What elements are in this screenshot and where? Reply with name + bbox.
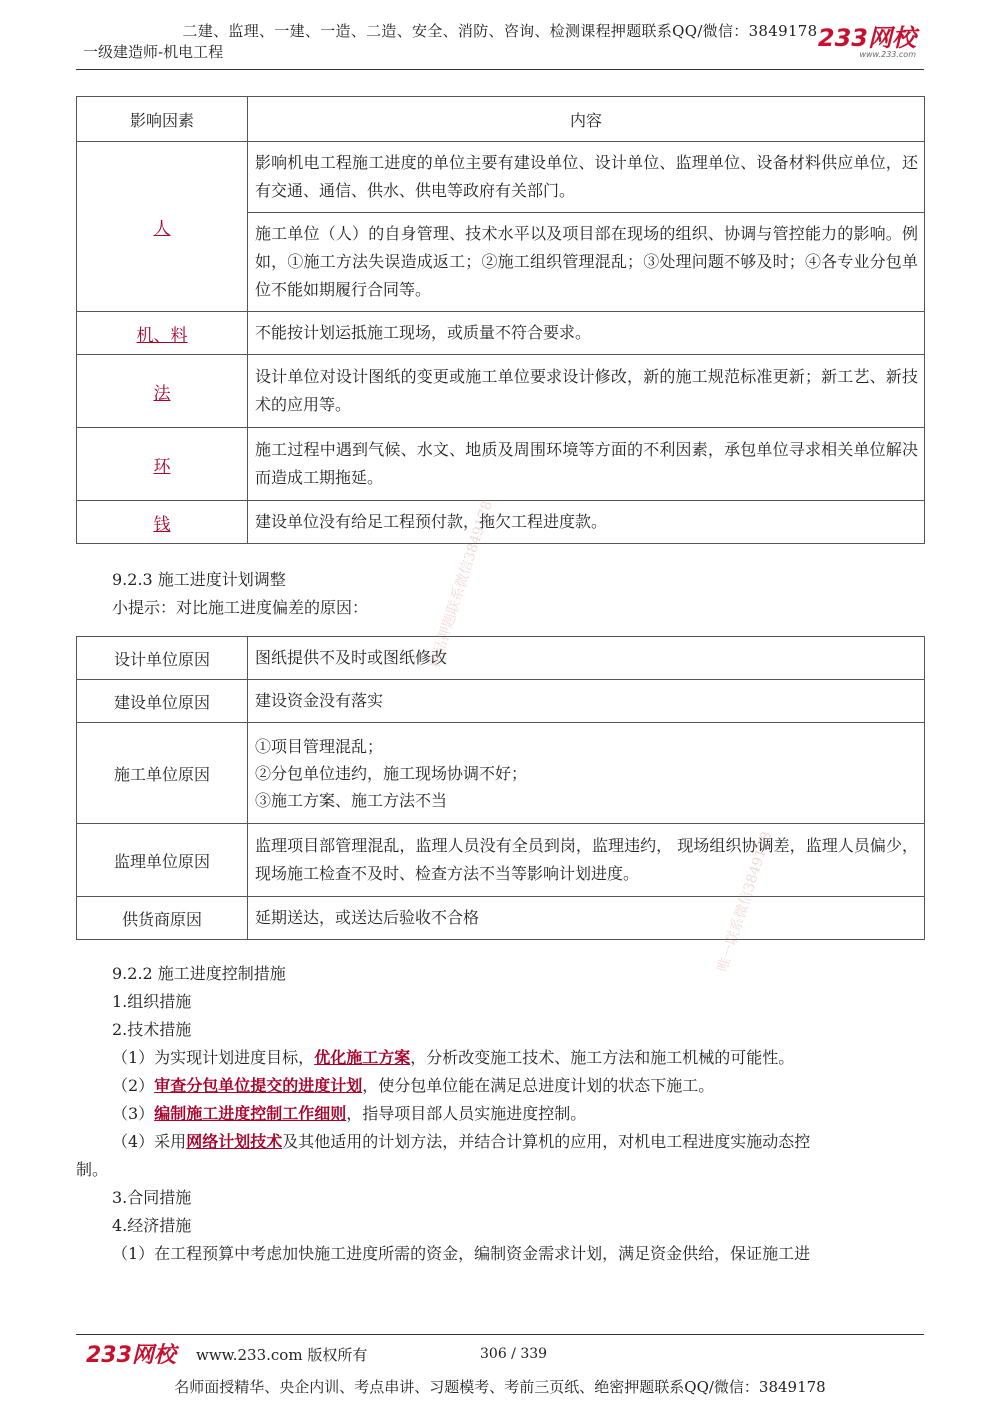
header-divider	[76, 69, 924, 70]
table-row	[77, 142, 925, 213]
footer-banner: 名师面授精华、央企内训、考点串讲、习题模考、考前三页纸、绝密押题联系QQ/微信：3849178	[174, 1378, 826, 1396]
content-cell: 影响机电工程施工进度的单位主要有建设单位、设计单位、监理单位、设备材料供应单位，还有交通、通信、供水、供电等政府有关部门。	[248, 142, 925, 213]
cause-content: 监理项目部管理混乱，监理人员没有全员到岗，监理违约， 现场组织协调差，监理人员偏少，现场施工检查不及时、检查方法不当等影响计划进度。	[248, 824, 925, 897]
technical-item-3	[76, 1100, 925, 1128]
column-header-content: 内容	[248, 97, 925, 142]
watermark: 唯一联系微信3849178	[714, 829, 776, 974]
text-span: （3）	[112, 1104, 155, 1123]
factor-label: 人	[153, 219, 171, 239]
factor-cell	[77, 428, 248, 501]
text-span: 及其他适用的计划方法，并结合计算机的应用，对机电工程进度实施动态控	[282, 1132, 811, 1151]
text-span: ，分析改变施工技术、施工方法和施工机械的可能性。	[410, 1048, 795, 1067]
keyword: 编制施工进度控制工作细则	[154, 1104, 347, 1123]
cause-content	[248, 723, 925, 824]
cause-label: 施工单位原因	[77, 723, 248, 824]
influence-factors-table	[76, 96, 925, 544]
text-span: （1）为实现计划进度目标，	[112, 1048, 315, 1067]
measure-technical: 2.技术措施	[112, 1020, 192, 1039]
section-title: 9.2.3 施工进度计划调整	[112, 570, 286, 589]
cause-label: 监理单位原因	[77, 824, 248, 897]
content-cell: 不能按计划运抵施工现场，或质量不符合要求。	[248, 312, 925, 355]
cause-line: ①项目管理混乱；	[255, 736, 384, 756]
content-cell: 施工单位（人）的自身管理、技术水平以及项目部在现场的组织、协调与管控能力的影响。例如，①施工方法失误造成返工；②施工组织管理混乱；③处理问题不够及时；④各专业分包单位不能如期履行合同等。	[248, 213, 925, 312]
table-row	[77, 428, 925, 501]
footer-divider	[76, 1334, 924, 1335]
section-title: 9.2.2 施工进度控制措施	[112, 964, 286, 983]
section-9-2-2	[76, 960, 925, 1268]
economic-item-1: （1）在工程预算中考虑加快施工进度所需的资金，编制资金需求计划，满足资金供给，保证施工进	[112, 1244, 811, 1263]
factor-label: 环	[153, 456, 171, 477]
factor-label: 机、料	[136, 325, 188, 346]
measure-economic: 4.经济措施	[112, 1216, 192, 1235]
factor-cell	[77, 312, 248, 355]
measure-contract: 3.合同措施	[112, 1188, 192, 1207]
cause-label: 设计单位原因	[77, 637, 248, 680]
deviation-causes-table	[76, 636, 925, 940]
text-span: ，指导项目部人员实施进度控制。	[346, 1104, 587, 1123]
factor-label: 钱	[153, 514, 171, 535]
header-banner: 二建、监理、一建、一造、二造、安全、消防、咨询、检测课程押题联系QQ/微信：3849178	[182, 22, 818, 40]
cause-label: 供货商原因	[77, 897, 248, 940]
footer-copyright: www.233.com 版权所有	[196, 1346, 368, 1364]
text-span: （2）	[112, 1076, 155, 1095]
header-logo	[818, 26, 916, 59]
table-row	[77, 824, 925, 897]
table-row	[77, 312, 925, 355]
table-row	[77, 680, 925, 723]
cause-content: 图纸提供不及时或图纸修改	[248, 637, 925, 680]
footer-logo: 233网校	[86, 1343, 176, 1368]
content-cell: 施工过程中遇到气候、水文、地质及周围环境等方面的不利因素，承包单位寻求相关单位解决而造成工期拖延。	[248, 428, 925, 501]
document-subtitle: 一级建造师-机电工程	[83, 43, 224, 61]
text-span: （4）采用	[112, 1132, 187, 1151]
watermark: 精品押题联系微信3849178	[426, 499, 496, 670]
table-row	[77, 355, 925, 428]
keyword: 审查分包单位提交的进度计划	[154, 1076, 363, 1095]
table-header-row	[77, 97, 925, 142]
content-cell: 设计单位对设计图纸的变更或施工单位要求设计修改，新的施工规范标准更新；新工艺、新技术的应用等。	[248, 355, 925, 428]
table-row	[77, 637, 925, 680]
text-span: ，使分包单位能在满足总进度计划的状态下施工。	[362, 1076, 715, 1095]
page-number: 306 / 339	[480, 1346, 548, 1362]
table-row	[77, 897, 925, 940]
technical-item-4-continued: 制。	[76, 1160, 109, 1179]
section-9-2-3	[76, 566, 925, 622]
keyword: 网络计划技术	[186, 1132, 283, 1151]
cause-label: 建设单位原因	[77, 680, 248, 723]
cause-line: ②分包单位违约，施工现场协调不好；	[255, 763, 528, 783]
factor-cell	[77, 355, 248, 428]
logo-url: www.233.com	[859, 50, 916, 59]
factor-cell	[77, 501, 248, 544]
content-cell: 建设单位没有给足工程预付款，拖欠工程进度款。	[248, 501, 925, 544]
logo-text: 233网校	[817, 24, 916, 52]
column-header-factor: 影响因素	[77, 97, 248, 142]
cause-content: 延期送达，或送达后验收不合格	[248, 897, 925, 940]
technical-item-2	[76, 1072, 925, 1100]
factor-cell	[77, 142, 248, 312]
table-row	[77, 501, 925, 544]
technical-item-4	[76, 1128, 925, 1156]
table-row	[77, 723, 925, 824]
factor-label: 法	[153, 383, 171, 404]
cause-content: 建设资金没有落实	[248, 680, 925, 723]
measure-organizational: 1.组织措施	[112, 992, 192, 1011]
tip-text: 小提示：对比施工进度偏差的原因：	[112, 598, 369, 617]
cause-line: ③施工方案、施工方法不当	[255, 790, 448, 810]
technical-item-1	[76, 1044, 925, 1072]
keyword: 优化施工方案	[314, 1048, 411, 1067]
